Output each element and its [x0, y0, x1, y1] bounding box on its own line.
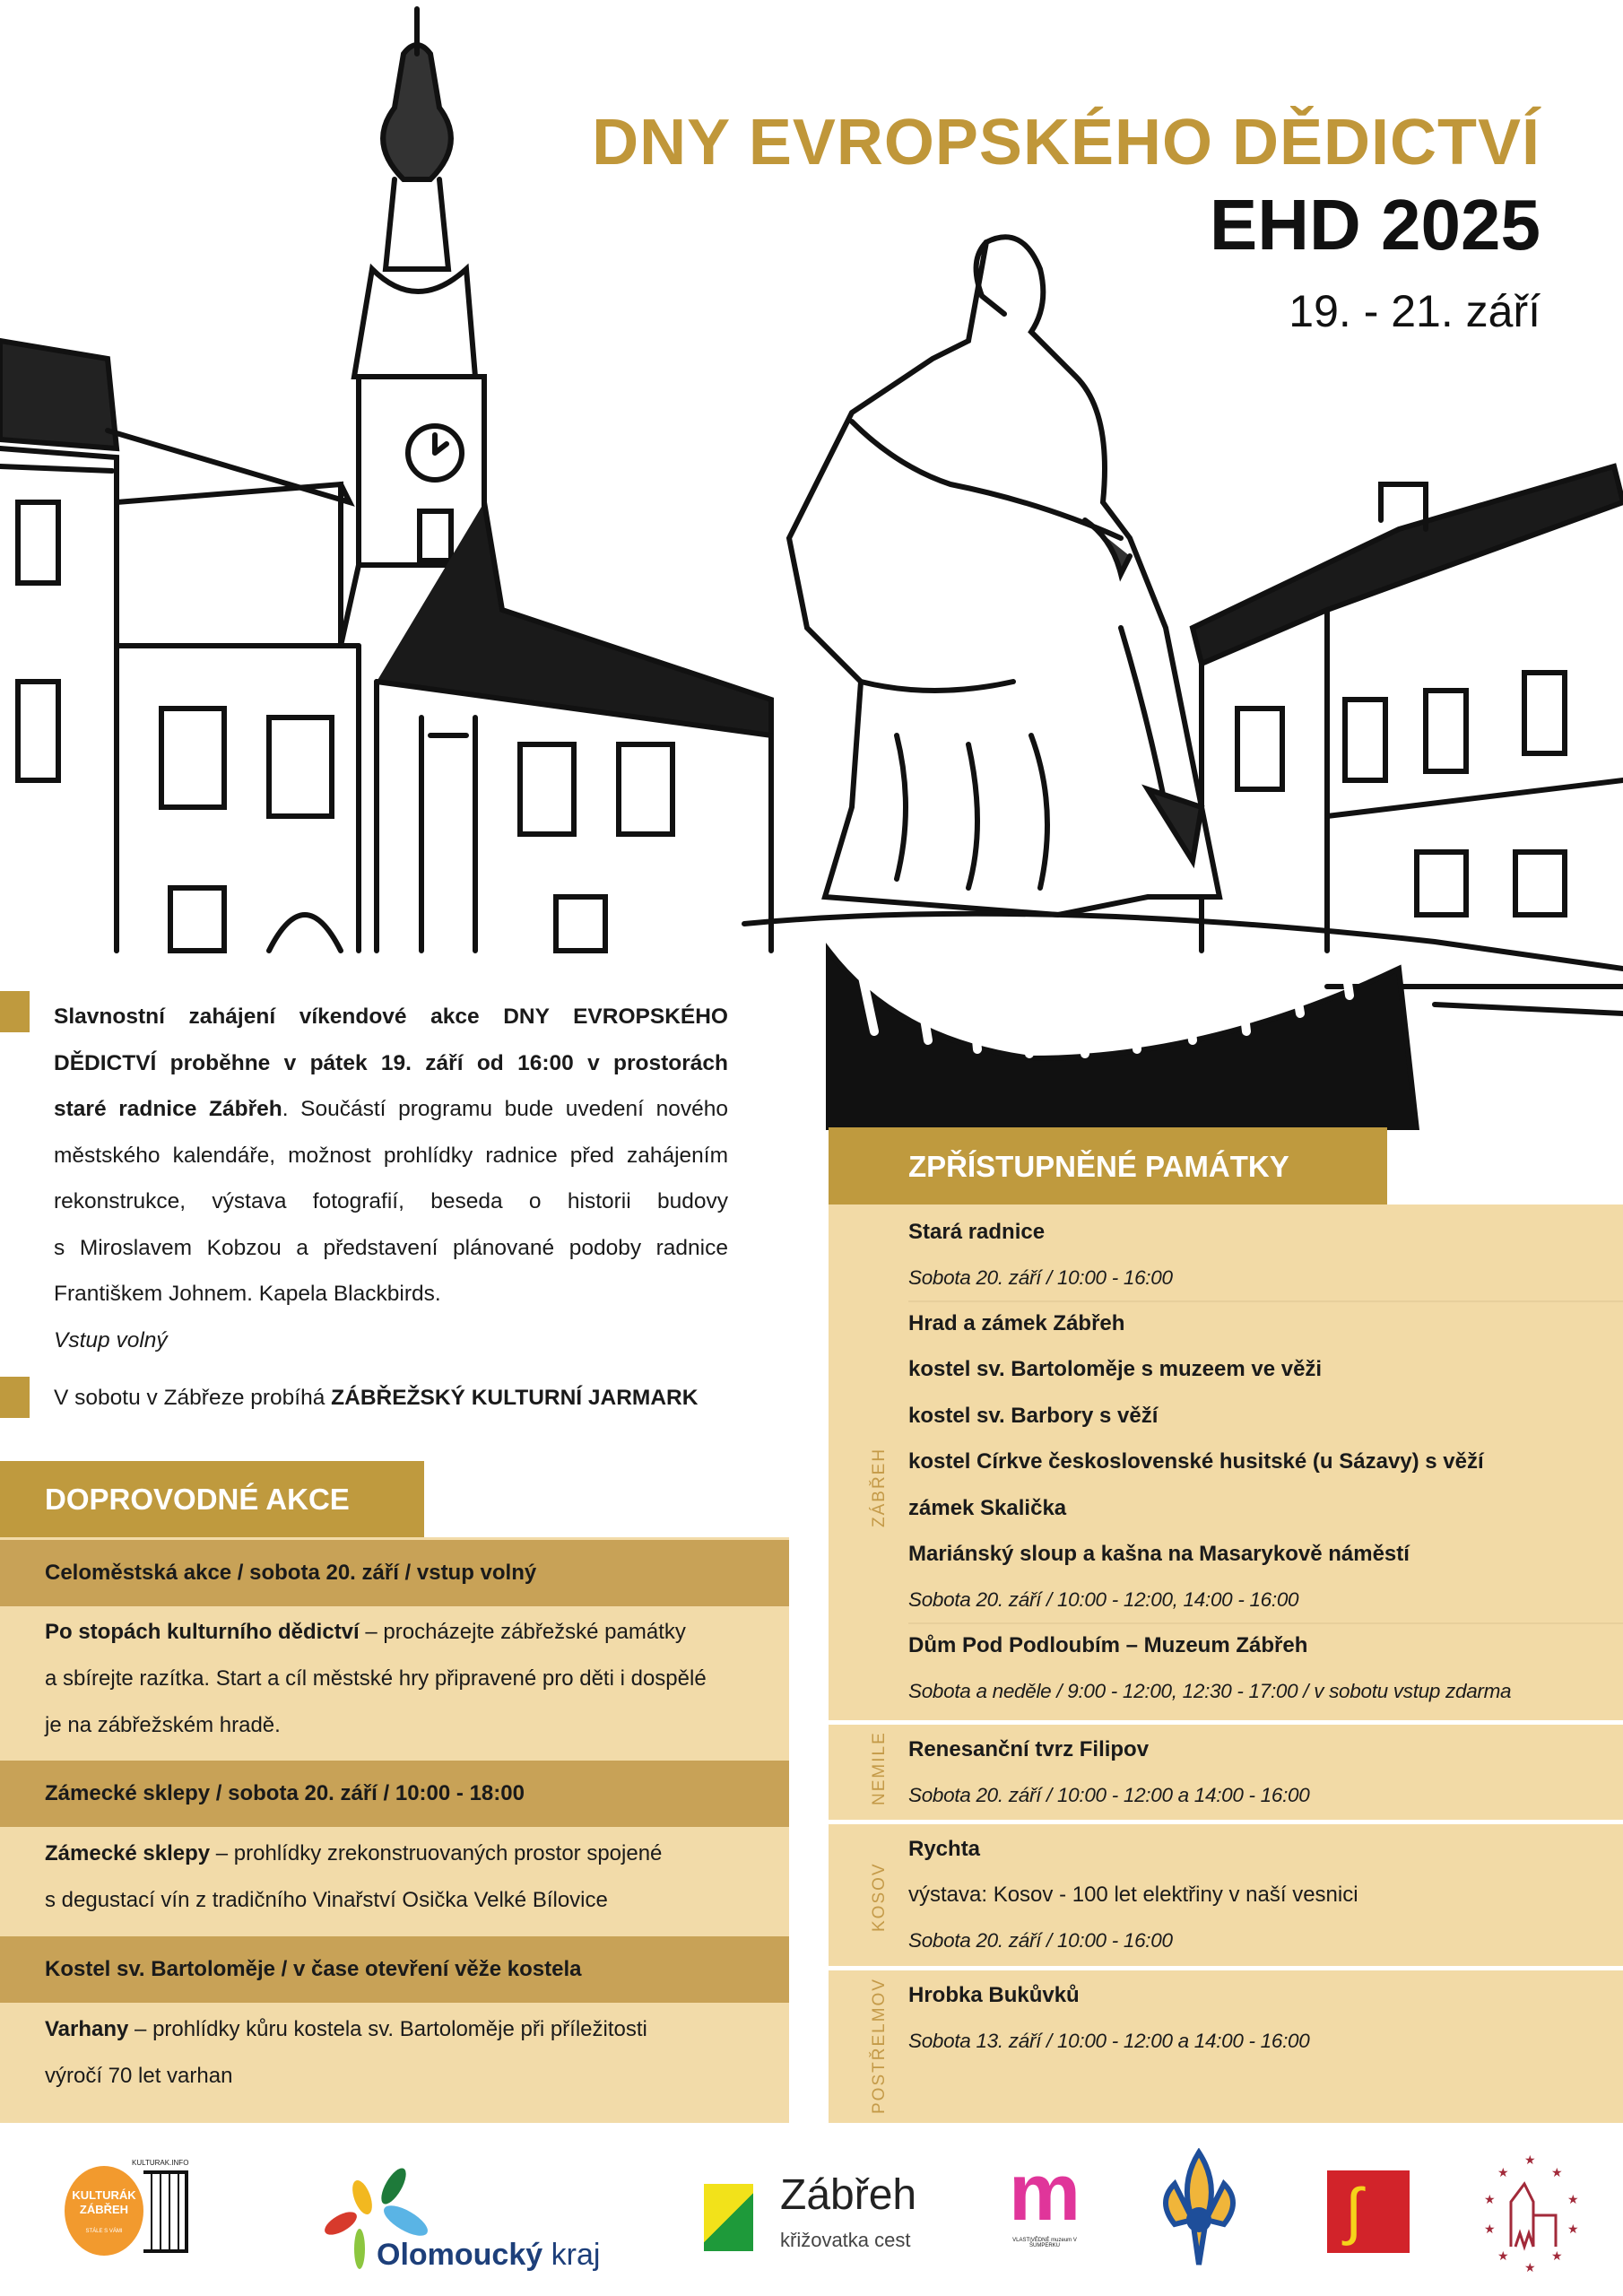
monument-name: Stará radnice: [908, 1220, 1046, 1244]
logo-text: VLASTIVĚDNÉ muzeum V ŠUMPERKU: [1012, 2238, 1077, 2248]
bullet-square: [0, 1377, 30, 1418]
svg-text:★: ★: [1497, 2248, 1509, 2263]
item-text: je na zábřežském hradě.: [45, 1713, 281, 1737]
group-label: POSTŘELMOV: [870, 1978, 889, 2114]
section-content: [45, 1609, 771, 1749]
intro-line: staré radnice Zábřeh: [54, 1097, 282, 1121]
olomoucky-kraj-logo: [318, 2148, 605, 2274]
logo-text: KULTURÁK ZÁBŘEH: [72, 2188, 136, 2216]
item-text: a sbírejte razítka. Start a cíl městské hry připravené pro děti i dospělé: [45, 1666, 707, 1691]
group-label: ZÁBŘEH: [870, 1447, 889, 1527]
svg-text:★: ★: [1484, 2192, 1496, 2206]
item-text: – prohlídky zrekonstruovaných prostor spojené: [210, 1841, 663, 1866]
muzeum-sumperk-logo: [1004, 2148, 1085, 2274]
monument-hours: Sobota 20. září / 10:00 - 12:00 a 14:00 - 16:00: [908, 1784, 1310, 1806]
monument-hours: Sobota a neděle / 9:00 - 12:00, 12:30 - 17:00 / v sobotu vstup zdarma: [908, 1680, 1512, 1702]
group-nemile: [829, 1725, 1623, 1820]
monument-name: kostel Církve československé husitské (u Sázavy) s věží: [908, 1449, 1484, 1474]
intro-line: Slavnostní zahájení víkendové akce DNY EVROPSKÉHO: [54, 1004, 728, 1029]
monument-text: výstava: Kosov - 100 let elektřiny v naší vesnici: [908, 1883, 1358, 1907]
zpristupnene-pamatky-header: ZPŘÍSTUPNĚNÉ PAMÁTKY: [829, 1127, 1387, 1205]
logo-text: m: [1009, 2148, 1081, 2238]
logo-text: STÁLE S VÁMI: [85, 2229, 123, 2234]
logo-text: Zábřeh: [780, 2171, 917, 2219]
group-kosov: [829, 1824, 1623, 1966]
intro-line: rekonstrukce, výstava fotografií, beseda o historii budovy: [54, 1189, 728, 1213]
svg-text:★: ★: [1567, 2192, 1579, 2206]
svg-text:★: ★: [1551, 2165, 1563, 2179]
intro-line: s Miroslavem Kobzou a představení plánované podoby radnice: [54, 1235, 728, 1260]
scout-lily-logo: [1157, 2148, 1242, 2274]
stars-castle-logo: [1480, 2148, 1583, 2274]
intro-line: DĚDICTVÍ proběhne v pátek 19. září od 16:00 v prostorách: [54, 1050, 728, 1075]
item-text: s degustací vín z tradičního Vinařství Osička Velké Bílovice: [45, 1888, 608, 1912]
jarmark-text: V sobotu v Zábřeze probíhá: [54, 1386, 332, 1410]
section-bar: Zámecké sklepy / sobota 20. září / 10:00 - 18:00: [0, 1761, 789, 1827]
svg-text:★: ★: [1524, 2260, 1536, 2274]
section-bar: Celoměstská akce / sobota 20. září / vstup volný: [0, 1540, 789, 1606]
item-name: Po stopách kulturního dědictví: [45, 1620, 360, 1644]
logo-text: Olomoucký: [377, 2238, 543, 2272]
svg-text:★: ★: [1497, 2165, 1509, 2179]
event-title: DNY EVROPSKÉHO DĚDICTVÍ: [592, 107, 1541, 178]
zabreh-logo: [699, 2148, 933, 2274]
entry-note: Vstup volný: [54, 1327, 168, 1352]
monument-hours: Sobota 20. září / 10:00 - 16:00: [908, 1929, 1173, 1952]
group-label: KOSOV: [870, 1862, 889, 1932]
item-text: – prohlídky kůru kostela sv. Bartoloměje při příležitosti: [128, 2017, 647, 2041]
event-dates: 19. - 21. září: [1289, 286, 1541, 336]
monument-hours: Sobota 20. září / 10:00 - 16:00: [908, 1266, 1173, 1289]
pamatky-panel: [829, 1205, 1623, 2123]
coat-of-arms-logo: ∫: [1327, 2148, 1412, 2274]
kulturak-logo: [65, 2148, 244, 2274]
bullet-square: [0, 991, 30, 1032]
monument-name: zámek Skalička: [908, 1496, 1067, 1520]
monument-name: kostel sv. Bartoloměje s muzeem ve věži: [908, 1357, 1323, 1381]
logo-text: křižovatka cest: [780, 2229, 911, 2251]
intro-line: městského kalendáře, možnost prohlídky radnice před zahájením: [54, 1143, 728, 1168]
svg-text:★: ★: [1484, 2222, 1496, 2236]
monument-name: Renesanční tvrz Filipov: [908, 1737, 1150, 1761]
svg-text:★: ★: [1567, 2222, 1579, 2236]
svg-text:★: ★: [1551, 2248, 1563, 2263]
item-name: Varhany: [45, 2017, 129, 2041]
section-bar: Kostel sv. Bartoloměje / v čase otevření věže kostela: [0, 1936, 789, 2003]
group-zabreh: [829, 1205, 1623, 1720]
monument-name: kostel sv. Barbory s věží: [908, 1404, 1159, 1428]
monument-hours: Sobota 20. září / 10:00 - 12:00, 14:00 - 16:00: [908, 1588, 1299, 1611]
doprovodne-akce-panel: [0, 1537, 789, 2123]
monument-name: Hrad a zámek Zábřeh: [908, 1311, 1125, 1335]
monument-name: Rychta: [908, 1837, 981, 1861]
monument-name: Hrobka Bukůvků: [908, 1983, 1080, 2007]
logo-text: KULTURAK.INFO: [132, 2159, 189, 2167]
section-content: [45, 2006, 771, 2100]
item-text: – procházejte zábřežské památky: [359, 1620, 686, 1644]
group-label: NEMILE: [870, 1731, 889, 1805]
doprovodne-akce-header: DOPROVODNÉ AKCE: [0, 1461, 424, 1538]
event-subtitle: EHD 2025: [1209, 185, 1541, 265]
jarmark-name: ZÁBŘEŽSKÝ KULTURNÍ JARMARK: [331, 1386, 699, 1410]
monument-hours: Sobota 13. září / 10:00 - 12:00 a 14:00 - 16:00: [908, 2030, 1310, 2052]
intro-text: [54, 994, 728, 1422]
monument-name: Dům Pod Podloubím – Muzeum Zábřeh: [908, 1633, 1308, 1657]
group-postrelmov: [829, 1970, 1623, 2123]
intro-line: . Součástí programu bude uvedení nového: [282, 1097, 728, 1121]
svg-text:★: ★: [1524, 2152, 1536, 2167]
logo-text: kraj: [551, 2238, 601, 2272]
intro-line: Františkem Johnem. Kapela Blackbirds.: [54, 1282, 441, 1306]
monument-name: Mariánský sloup a kašna na Masarykově náměstí: [908, 1542, 1410, 1566]
item-text: výročí 70 let varhan: [45, 2064, 233, 2088]
item-name: Zámecké sklepy: [45, 1841, 211, 1866]
section-content: [45, 1831, 771, 1924]
